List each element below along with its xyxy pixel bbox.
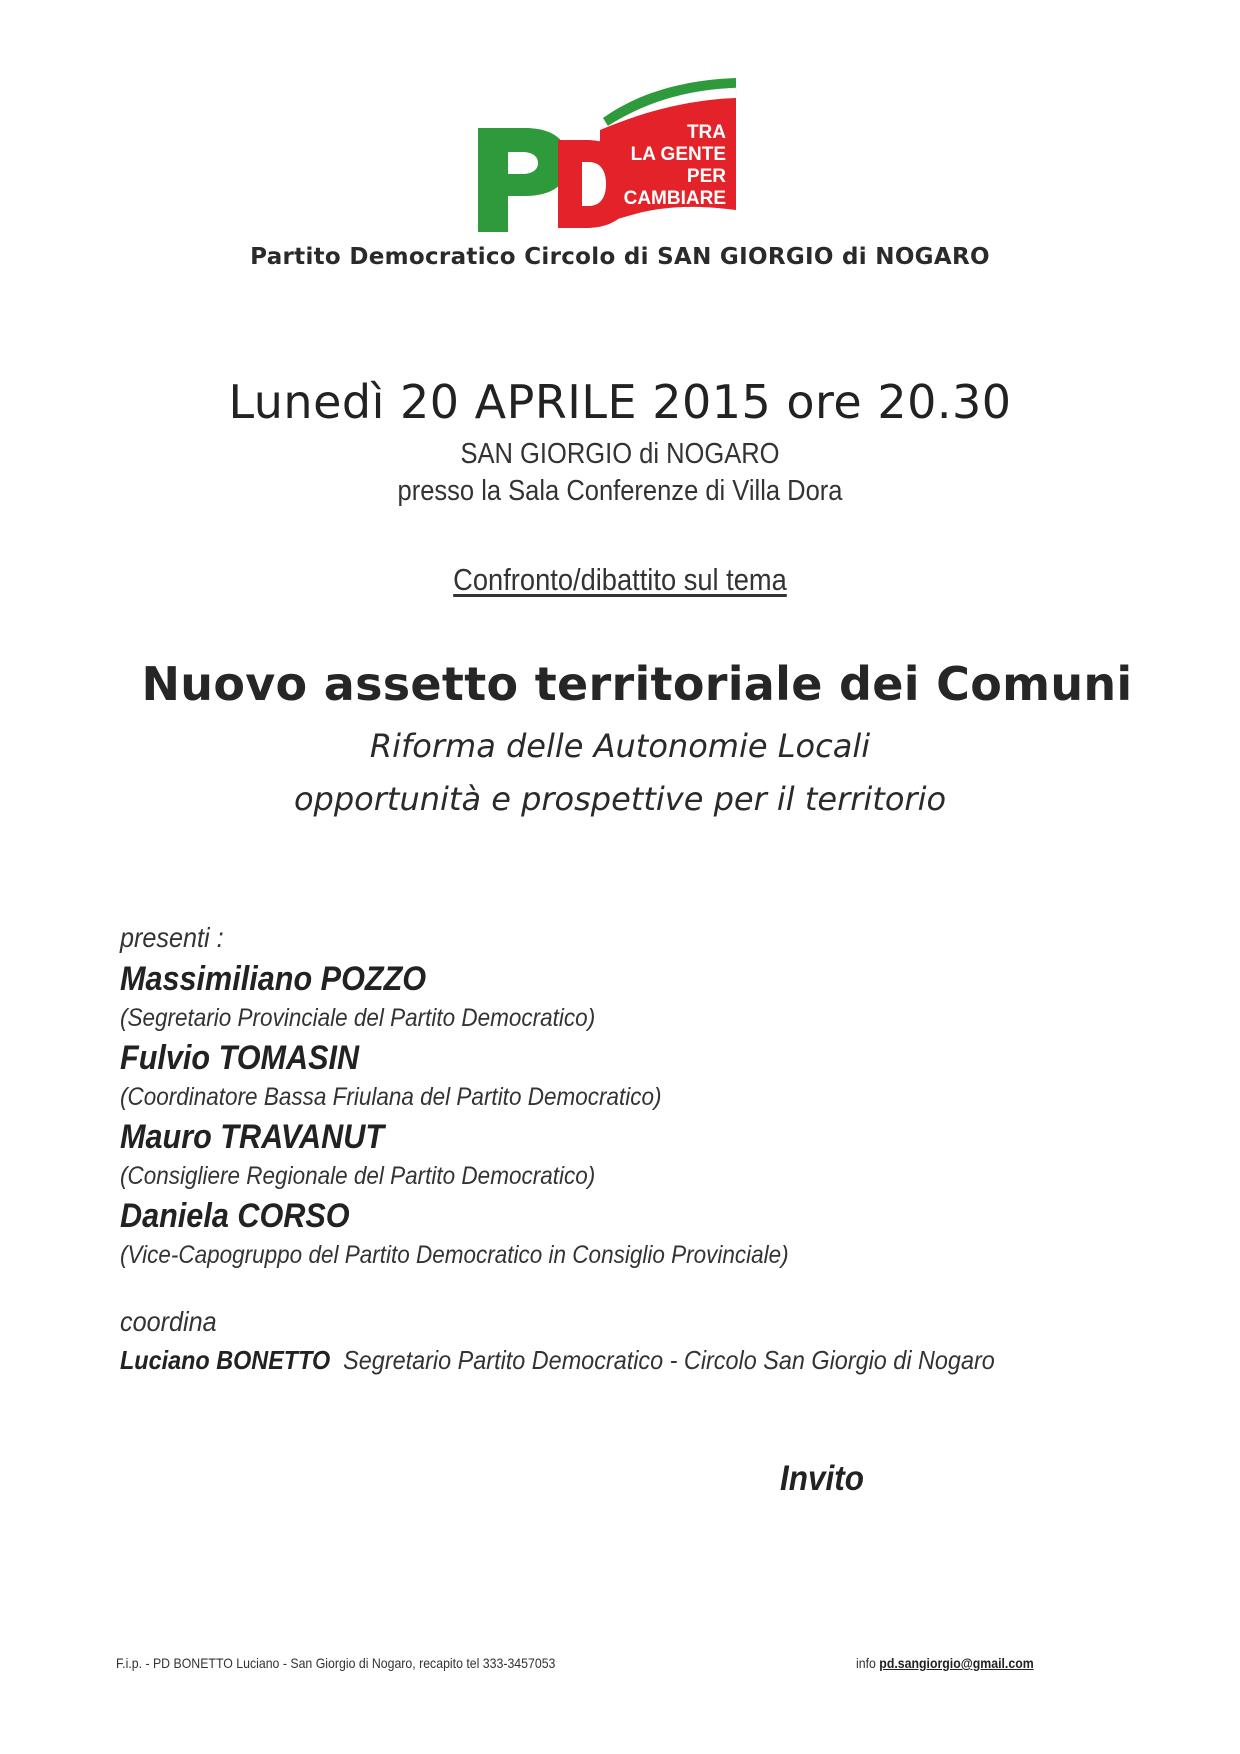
logo-slogan-line-3: PER — [686, 166, 726, 187]
speaker-name: Mauro TRAVANUT — [120, 1118, 385, 1156]
speaker-role: (Coordinatore Bassa Friulana del Partito Democratico) — [120, 1083, 662, 1111]
topic-subtitle-1: Riforma delle Autonomie Locali — [369, 727, 871, 765]
speaker-name: Massimiliano POZZO — [120, 960, 427, 998]
logo-slogan-line-4: CAMBIARE — [623, 188, 726, 209]
speaker-role: (Consigliere Regionale del Partito Democratico) — [120, 1162, 596, 1190]
speaker-name: Daniela CORSO — [120, 1197, 350, 1235]
topic-intro — [74, 562, 1165, 598]
speaker-role: (Vice-Capogruppo del Partito Democratico in Consiglio Provinciale) — [120, 1241, 789, 1269]
event-date-time: Lunedì 20 APRILE 2015 ore 20.30 — [228, 375, 1012, 429]
footer-info-label: info — [856, 1655, 876, 1671]
coordinator-label: coordina — [120, 1306, 217, 1337]
speakers-list — [120, 918, 1120, 1274]
invitation-label: Invito — [780, 1459, 864, 1498]
logo-slogan-line-2: LA GENTE — [630, 144, 726, 165]
speaker-role: (Segretario Provinciale del Partito Democratico) — [120, 1004, 596, 1032]
coordinator-line — [120, 1345, 995, 1376]
footer-email-link[interactable]: pd.sangiorgio@gmail.com — [879, 1655, 1034, 1671]
footer-contact — [856, 1655, 1034, 1671]
pd-logo — [478, 78, 738, 238]
event-venue: presso la Sala Conferenze di Villa Dora — [397, 475, 843, 507]
topic-title: Nuovo assetto territoriale dei Comuni — [141, 657, 1133, 711]
topic-intro-text: Confronto/dibattito sul tema — [453, 562, 787, 597]
coordinator-name: Luciano BONETTO — [120, 1345, 331, 1375]
event-place: SAN GIORGIO di NOGARO — [460, 438, 780, 470]
footer-credits: F.i.p. - PD BONETTO Luciano - San Giorgio di Nogaro, recapito tel 333-3457053 — [116, 1655, 556, 1671]
logo-slogan-line-1: TRA — [686, 122, 726, 143]
topic-subtitle-2: opportunità e prospettive per il territorio — [293, 780, 947, 818]
coordinator-role: Segretario Partito Democratico - Circolo San Giorgio di Nogaro — [343, 1345, 995, 1375]
speaker-name: Fulvio TOMASIN — [120, 1039, 360, 1077]
organization-name: Partito Democratico Circolo di SAN GIORGIO di NOGARO — [250, 244, 990, 270]
speakers-label: presenti : — [120, 922, 224, 953]
